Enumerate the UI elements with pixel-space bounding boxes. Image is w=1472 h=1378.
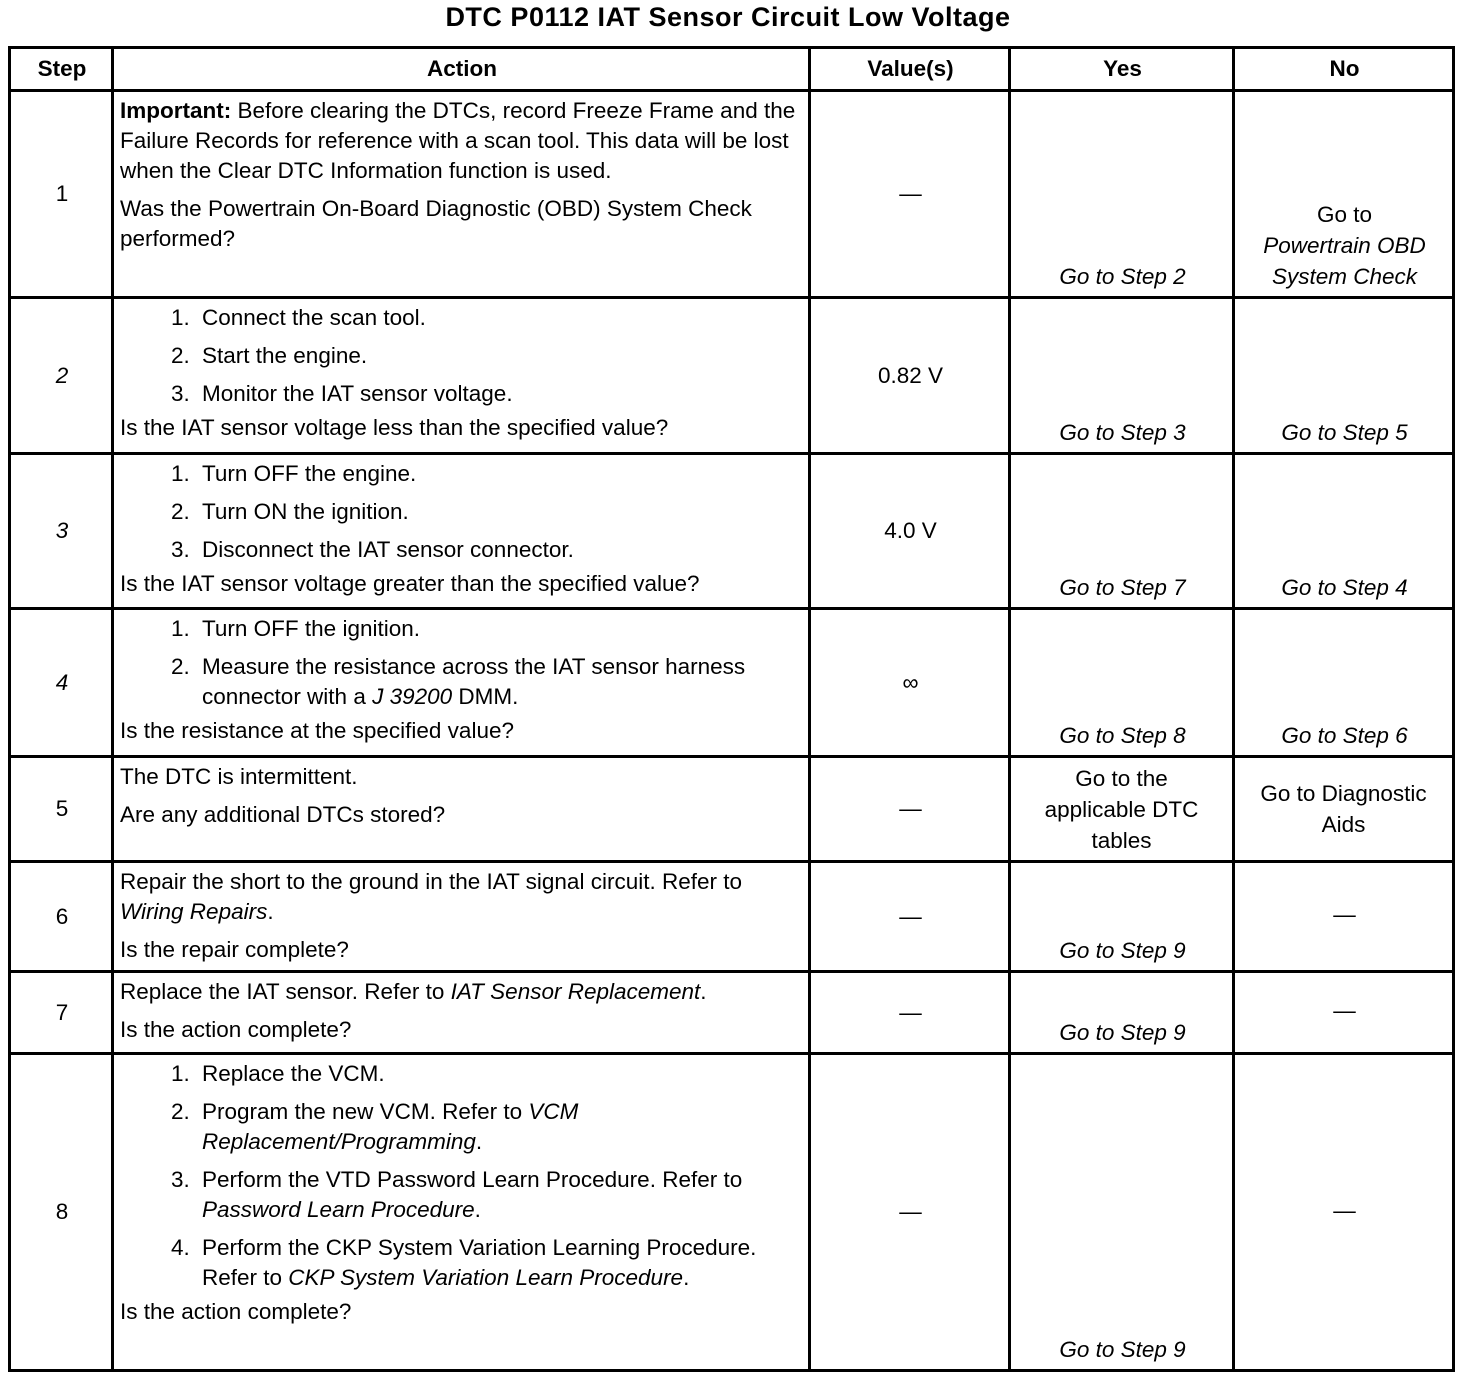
- no-cell: Go to Step 5: [1234, 298, 1454, 454]
- list-item: 2. Start the engine.: [196, 341, 804, 371]
- question: Is the IAT sensor voltage greater than the specified value?: [120, 571, 700, 596]
- action-cell: [113, 91, 810, 298]
- table-row: [10, 1054, 1454, 1371]
- action-cell: [113, 1054, 810, 1371]
- table-row: [10, 609, 1454, 757]
- question: Is the IAT sensor voltage less than the specified value?: [120, 415, 669, 440]
- no-ref: Powertrain OBD System Check: [1263, 233, 1426, 289]
- action-cell: [113, 298, 810, 454]
- list-item: 1. Connect the scan tool.: [196, 303, 804, 333]
- list-item: 3. Monitor the IAT sensor voltage.: [196, 379, 804, 409]
- list-item: [196, 652, 804, 712]
- action-list: [120, 614, 804, 712]
- question: Are any additional DTCs stored?: [120, 802, 446, 827]
- table-row: [10, 862, 1454, 972]
- question: Was the Powertrain On-Board Diagnostic (OBD) System Check performed?: [120, 196, 752, 251]
- action-cell: [113, 609, 810, 757]
- action-text-main: Repair the short to the ground in the IAT signal circuit. Refer to: [120, 869, 742, 894]
- header-no: No: [1234, 48, 1454, 91]
- list-item: 1. Turn OFF the ignition.: [196, 614, 804, 644]
- period: .: [267, 899, 274, 924]
- diagnostic-table: [8, 46, 1455, 1372]
- item-text: Perform the CKP System Variation Learning Procedure. Refer to: [202, 1235, 757, 1290]
- header-values: Value(s): [810, 48, 1010, 91]
- list-item: [196, 1233, 804, 1293]
- value-cell: —: [810, 1054, 1010, 1371]
- step-number: 2: [10, 298, 113, 454]
- list-item: [196, 1097, 804, 1157]
- question: Is the action complete?: [120, 1017, 352, 1042]
- table-row: [10, 757, 1454, 862]
- action-cell: [113, 757, 810, 862]
- doc-ref: Wiring Repairs: [120, 899, 268, 924]
- action-cell: [113, 972, 810, 1054]
- yes-cell: Go to Step 2: [1010, 91, 1234, 298]
- doc-ref: Password Learn Procedure: [202, 1197, 475, 1222]
- list-item: [196, 1165, 804, 1225]
- value-cell: 0.82 V: [810, 298, 1010, 454]
- action-text: [120, 867, 804, 927]
- table-row: [10, 298, 1454, 454]
- header-action: Action: [113, 48, 810, 91]
- item-text: Program the new VCM. Refer to: [202, 1099, 529, 1124]
- important-note: [120, 96, 804, 186]
- period: .: [700, 979, 707, 1004]
- no-cell: —: [1234, 972, 1454, 1054]
- no-prefix: Go to: [1316, 202, 1373, 227]
- yes-cell: Go to Step 3: [1010, 298, 1234, 454]
- item-text: Perform the VTD Password Learn Procedure. Refer to: [202, 1167, 743, 1192]
- important-text: Before clearing the DTCs, record Freeze Frame and the Failure Records for reference with a scan tool. This data will be lost when the Clear DTC Information function is used.: [120, 98, 796, 183]
- period: .: [683, 1265, 690, 1290]
- value-cell: —: [810, 972, 1010, 1054]
- doc-ref: CKP System Variation Learn Procedure: [288, 1265, 684, 1290]
- no-cell: Go to Step 4: [1234, 454, 1454, 609]
- step-number: 1: [10, 91, 113, 298]
- question: Is the repair complete?: [120, 937, 349, 962]
- doc-ref: IAT Sensor Replacement: [450, 979, 701, 1004]
- action-cell: [113, 454, 810, 609]
- no-cell: [1234, 91, 1454, 298]
- no-cell: Go to Diagnostic Aids: [1234, 757, 1454, 862]
- question: Is the action complete?: [120, 1299, 352, 1324]
- action-text: [120, 977, 804, 1007]
- question: Is the resistance at the specified value?: [120, 718, 514, 743]
- no-cell: —: [1234, 1054, 1454, 1371]
- header-yes: Yes: [1010, 48, 1234, 91]
- action-list: [120, 303, 804, 409]
- list-item: 1. Turn OFF the engine.: [196, 459, 804, 489]
- header-row: [10, 48, 1454, 91]
- value-cell: —: [810, 91, 1010, 298]
- yes-cell: Go to Step 9: [1010, 862, 1234, 972]
- period: .: [474, 1197, 481, 1222]
- period: .: [475, 1129, 483, 1154]
- value-cell: —: [810, 862, 1010, 972]
- item-text: DMM.: [452, 684, 519, 709]
- step-number: 5: [10, 757, 113, 862]
- value-cell: —: [810, 757, 1010, 862]
- action-list: [120, 459, 804, 565]
- table-row: [10, 454, 1454, 609]
- value-cell: ∞: [810, 609, 1010, 757]
- table-row: [10, 91, 1454, 298]
- step-number: 8: [10, 1054, 113, 1371]
- action-text: The DTC is intermittent.: [120, 764, 358, 789]
- list-item: 1. Replace the VCM.: [196, 1059, 804, 1089]
- yes-cell: Go to the applicable DTC tables: [1010, 757, 1234, 862]
- step-number: 6: [10, 862, 113, 972]
- yes-cell: Go to Step 8: [1010, 609, 1234, 757]
- tool-ref: J 39200: [372, 684, 453, 709]
- action-cell: [113, 862, 810, 972]
- list-item: 2. Turn ON the ignition.: [196, 497, 804, 527]
- yes-cell: Go to Step 9: [1010, 972, 1234, 1054]
- action-text-main: Replace the IAT sensor. Refer to: [120, 979, 451, 1004]
- step-number: 7: [10, 972, 113, 1054]
- page-title: DTC P0112 IAT Sensor Circuit Low Voltage: [445, 2, 1011, 32]
- item-text: Measure the resistance across the IAT sensor harness connector with a: [202, 654, 746, 709]
- important-label: Important:: [120, 98, 232, 123]
- action-list: [120, 1059, 804, 1293]
- table-row: [10, 972, 1454, 1054]
- step-number: 3: [10, 454, 113, 609]
- value-cell: 4.0 V: [810, 454, 1010, 609]
- no-cell: Go to Step 6: [1234, 609, 1454, 757]
- yes-cell: Go to Step 7: [1010, 454, 1234, 609]
- step-number: 4: [10, 609, 113, 757]
- no-cell: —: [1234, 862, 1454, 972]
- doc-ref: VCM Replacement/Programming: [202, 1099, 579, 1154]
- header-step: Step: [10, 48, 113, 91]
- yes-cell: Go to Step 9: [1010, 1054, 1234, 1371]
- list-item: 3. Disconnect the IAT sensor connector.: [196, 535, 804, 565]
